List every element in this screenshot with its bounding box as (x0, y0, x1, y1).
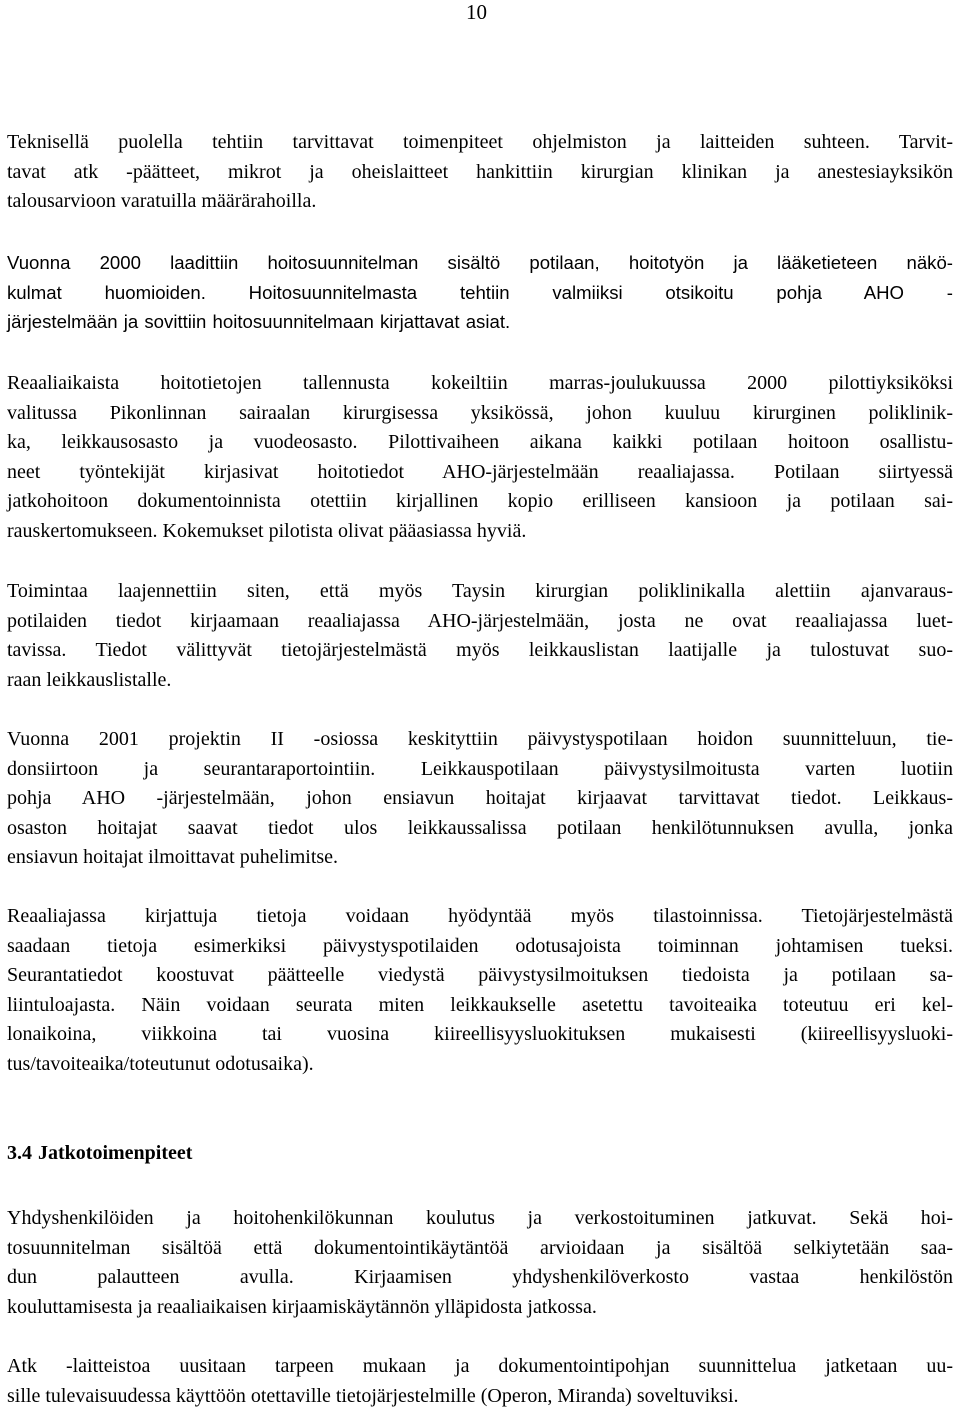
text-line: talousarvioon varatuilla määrärahoilla. (7, 187, 953, 217)
text-line: Reaaliaikaista hoitotietojen tallennusta kokeiltiin marras-joulukuussa 2000 pilottiyksiköksi (7, 369, 953, 399)
text-line: tosuunnitelman sisältöä että dokumentointikäytäntöä arvioidaan ja sisältöä selkiytetään saa- (7, 1234, 953, 1264)
text-line: liintuloajasta. Näin voidaan seurata miten leikkaukselle asetettu tavoiteaika toteutuu eri kel- (7, 991, 953, 1021)
paragraph-training (7, 1204, 953, 1322)
paragraph-expansion (7, 577, 953, 695)
text-line: Vuonna 2000 laadittiin hoitosuunnitelman sisältö potilaan, hoitotyön ja lääketieteen näkö- (7, 248, 953, 278)
paragraph-equipment (7, 1352, 953, 1411)
text-line: ensiavun hoitajat ilmoittavat puhelimitse. (7, 843, 953, 873)
page-number: 10 (466, 0, 487, 24)
paragraph-care-plan (7, 248, 953, 337)
section-number: 3.4 (7, 1142, 32, 1164)
text-line: Reaaliajassa kirjattuja tietoja voidaan hyödyntää myös tilastoinnissa. Tietojärjestelmästä (7, 902, 953, 932)
text-line: saadaan tietoja esimerkiksi päivystyspotilaiden odotusajoista toiminnan johtamisen tueksi. (7, 932, 953, 962)
text-line: kulmat huomioiden. Hoitosuunnitelmasta tehtiin valmiiksi otsikoitu pohja AHO - (7, 278, 953, 308)
text-line: dun palautteen avulla. Kirjaamisen yhdyshenkilöverkosto vastaa henkilöstön (7, 1263, 953, 1293)
text-line: raan leikkauslistalle. (7, 666, 953, 696)
text-line: jatkohoitoon dokumentoinnista otettiin kirjallinen kopio erilliseen kansioon ja potilaan sai- (7, 487, 953, 517)
text-line: kouluttamisesta ja reaaliaikaisen kirjaamiskäytännön ylläpidosta jatkossa. (7, 1293, 953, 1323)
paragraph-statistics (7, 902, 953, 1079)
text-line: Toimintaa laajennettiin siten, että myös Taysin kirurgian poliklinikalla alettiin ajanvaraus- (7, 577, 953, 607)
text-line: osaston hoitajat saavat tiedot ulos leikkaussalissa potilaan henkilötunnuksen avulla, jonka (7, 814, 953, 844)
text-line: sille tulevaisuudessa käyttöön otettaville tietojärjestelmille (Operon, Miranda) soveltuviksi. (7, 1382, 953, 1411)
text-line: tavissa. Tiedot välittyvät tietojärjestelmästä myös leikkauslistan laatijalle ja tulostuvat suo- (7, 636, 953, 666)
text-line: tus/tavoiteaika/toteutunut odotusaika). (7, 1050, 953, 1080)
text-line: lonaikoina, viikkoina tai vuosina kiireellisyysluokituksen mukaisesti (kiireellisyysluoki- (7, 1020, 953, 1050)
text-line: donsiirtoon ja seurantaraportointiin. Leikkauspotilaan päivystysilmoitusta varten luotiin (7, 755, 953, 785)
text-line: Seurantatiedot koostuvat päätteelle viedystä päivystysilmoituksen tiedoista ja potilaan sa- (7, 961, 953, 991)
text-line: järjestelmään ja sovittiin hoitosuunnitelmaan kirjattavat asiat. (7, 307, 953, 337)
text-line: rauskertomukseen. Kokemukset pilotista olivat pääasiassa hyviä. (7, 517, 953, 547)
paragraph-pilot (7, 369, 953, 546)
text-line: ka, leikkausosasto ja vuodeosasto. Pilottivaiheen aikana kaikki potilaan hoitoon osallistu- (7, 428, 953, 458)
paragraph-technical (7, 128, 953, 217)
section-heading (7, 1139, 192, 1167)
text-line: tavat atk -päätteet, mikrot ja oheislaitteet hankittiin kirurgian klinikan ja anestesiayksikön (7, 158, 953, 188)
text-line: neet työntekijät kirjasivat hoitotiedot AHO-järjestelmään reaaliajassa. Potilaan siirtyessä (7, 458, 953, 488)
paragraph-2001 (7, 725, 953, 873)
text-line: pohja AHO -järjestelmään, johon ensiavun hoitajat kirjaavat tarvittavat tiedot. Leikkaus- (7, 784, 953, 814)
text-line: Atk -laitteistoa uusitaan tarpeen mukaan ja dokumentointipohjan suunnittelua jatketaan uu- (7, 1352, 953, 1382)
text-line: Yhdyshenkilöiden ja hoitohenkilökunnan koulutus ja verkostoituminen jatkuvat. Sekä hoi- (7, 1204, 953, 1234)
section-title: Jatkotoimenpiteet (38, 1142, 192, 1164)
text-line: Teknisellä puolella tehtiin tarvittavat toimenpiteet ohjelmiston ja laitteiden suhteen. Tarvit- (7, 128, 953, 158)
text-line: valitussa Pikonlinnan sairaalan kirurgisessa yksikössä, johon kuuluu kirurginen poliklinik- (7, 399, 953, 429)
text-line: potilaiden tiedot kirjaamaan reaaliajassa AHO-järjestelmään, josta ne ovat reaaliajassa luet- (7, 607, 953, 637)
text-line: Vuonna 2001 projektin II -osiossa keskityttiin päivystyspotilaan hoidon suunnitteluun, tie- (7, 725, 953, 755)
